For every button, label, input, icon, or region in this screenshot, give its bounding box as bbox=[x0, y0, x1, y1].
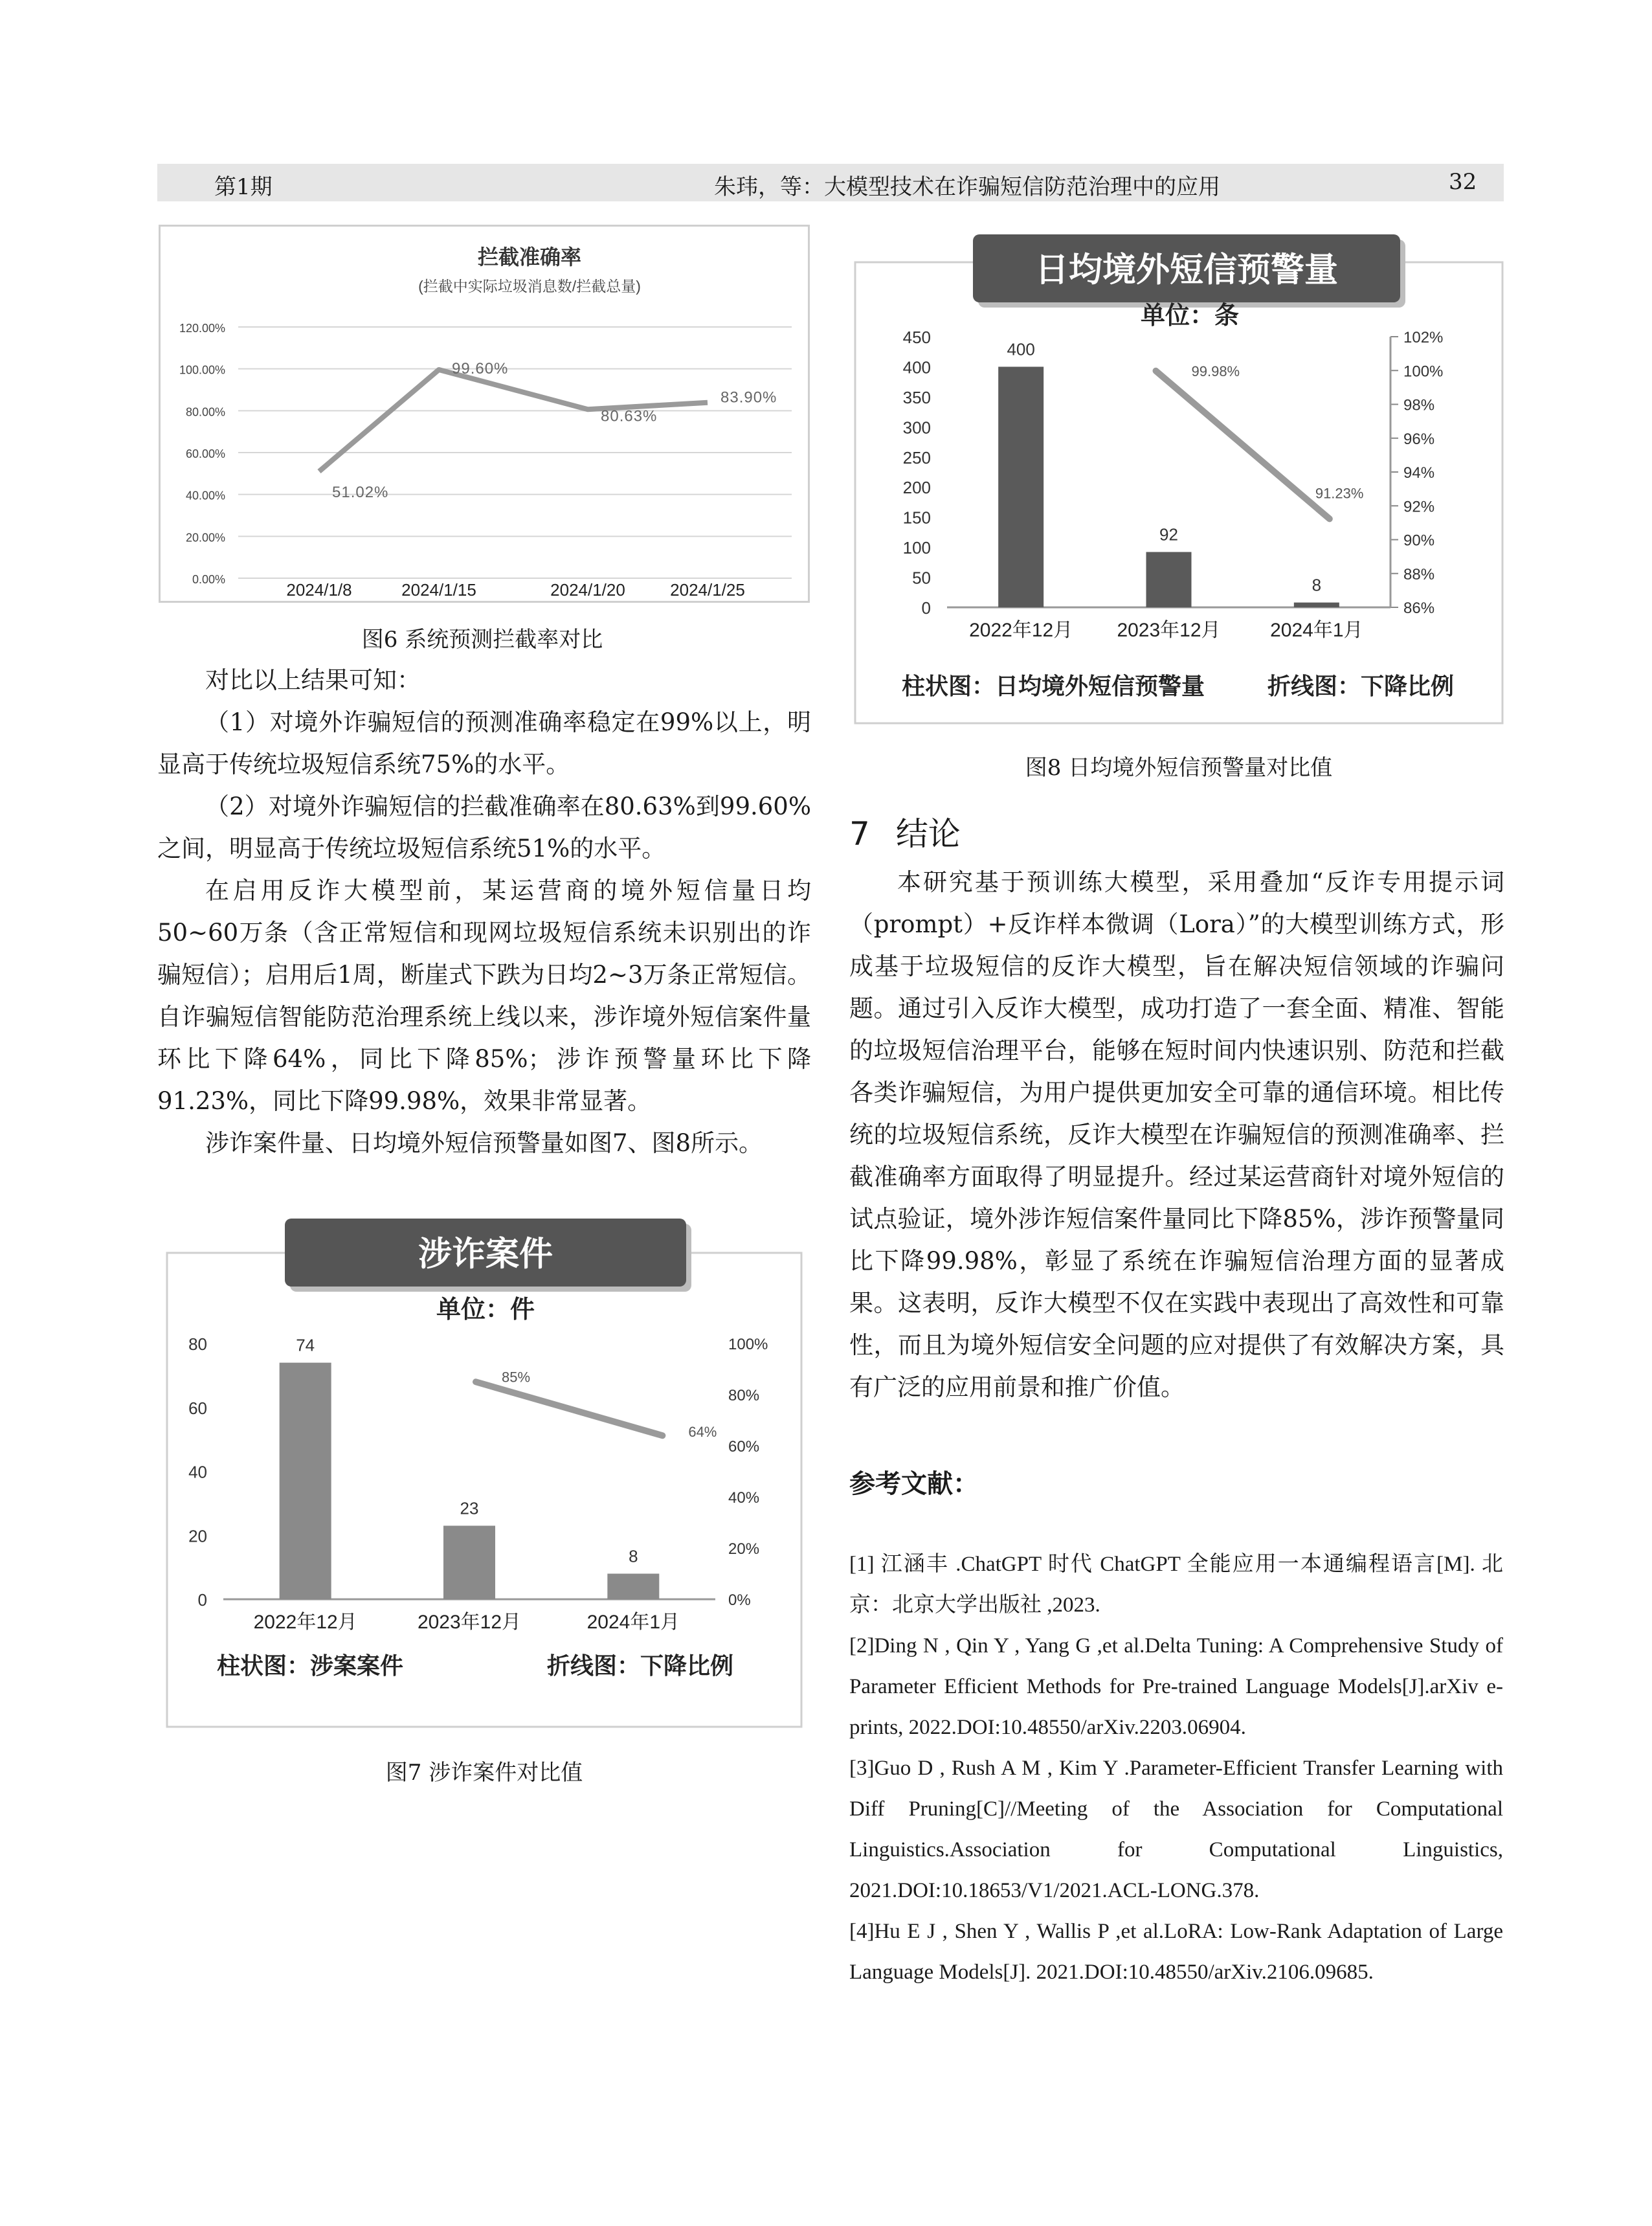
x-tick-label: 2023年12月 bbox=[1117, 620, 1221, 641]
y-tick-label: 40.00% bbox=[185, 489, 225, 502]
y-tick-label: 100 bbox=[902, 538, 931, 558]
bar-value-label: 400 bbox=[1007, 339, 1035, 359]
y2-tick-label: 94% bbox=[1403, 464, 1435, 482]
y-tick-label: 40 bbox=[188, 1462, 207, 1482]
chart-subtitle: 单位：件 bbox=[436, 1296, 535, 1323]
x-tick-label: 2024/1/8 bbox=[286, 580, 352, 600]
y-tick-label: 0.00% bbox=[192, 573, 225, 586]
y-tick-label: 0 bbox=[197, 1590, 207, 1610]
figure-7-caption: 图7 涉诈案件对比值 bbox=[385, 1760, 583, 1786]
running-header bbox=[157, 164, 1504, 201]
y2-tick-label: 40% bbox=[728, 1489, 760, 1507]
line-value-label: 99.98% bbox=[1191, 363, 1240, 379]
data-label: 83.90% bbox=[720, 388, 777, 407]
bar bbox=[607, 1574, 659, 1600]
section-number: 7 bbox=[849, 815, 870, 853]
paragraph: 在启用反诈大模型前，某运营商的境外短信量日均50~60万条（含正常短信和现网垃圾短信系统未识别出的诈骗短信）；启用后1周，断崖式下跌为日均2~3万条正常短信。自诈骗短信智能防范治理系统上线以来，涉诈境外短信案件量环比下降64%，同比下降85%；涉诈预警量环比下降91.23%，同比下降99.98%，效果非常显著。 bbox=[157, 877, 811, 1115]
legend-bar: 柱状图：日均境外短信预警量 bbox=[902, 673, 1205, 699]
figure-6-caption: 图6 系统预测拦截率对比 bbox=[361, 627, 603, 653]
reference-item: [3]Guo D , Rush A M , Kim Y .Parameter-Efficient Transfer Learning with Diff Pruning[C]//Meeting of the Association for Computational Linguistics.Association for Computational Linguistics, 2021.DOI:10.18653/V1/2021.ACL-LONG.378. bbox=[849, 1757, 1503, 1902]
y-tick-label: 100.00% bbox=[179, 363, 225, 377]
y-tick-label: 250 bbox=[902, 447, 931, 467]
bar-value-label: 23 bbox=[460, 1498, 479, 1518]
fig6-subtitle: (拦截中实际垃圾消息数/拦截总量) bbox=[418, 278, 641, 295]
y2-tick-label: 80% bbox=[728, 1387, 760, 1404]
y2-tick-label: 90% bbox=[1403, 532, 1435, 550]
y-tick-label: 120.00% bbox=[179, 322, 225, 335]
x-tick-label: 2024年1月 bbox=[586, 1612, 680, 1633]
reference-item: [1] 江涵丰 .ChatGPT 时代 ChatGPT 全能应用一本通编程语言[M]. 北京：北京大学出版社 ,2023. bbox=[849, 1553, 1503, 1617]
y-tick-label: 150 bbox=[902, 508, 931, 528]
figure-8-chart bbox=[853, 233, 1504, 725]
issue-number: 第1期 bbox=[214, 174, 273, 200]
x-tick-label: 2022年12月 bbox=[969, 620, 1073, 641]
bar bbox=[443, 1525, 495, 1599]
x-tick-label: 2023年12月 bbox=[417, 1612, 522, 1633]
bar-value-label: 92 bbox=[1159, 524, 1178, 545]
chart-title: 日均境外短信预警量 bbox=[1034, 251, 1339, 289]
data-label: 99.60% bbox=[452, 359, 509, 377]
y-tick-label: 0 bbox=[921, 598, 931, 618]
paragraph: 本研究基于预训练大模型，采用叠加“反诈专用提示词（prompt）+反诈样本微调（Lora）”的大模型训练方式，形成基于垃圾短信的反诈大模型，旨在解决短信领域的诈骗问题。通过引入反诈大模型，成功打造了一套全面、精准、智能的垃圾短信治理平台，能够在短时间内快速识别、防范和拦截各类诈骗短信，为用户提供更加安全可靠的通信环境。相比传统的垃圾短信系统，反诈大模型在诈骗短信的预测准确率、拦截准确率方面取得了明显提升。经过某运营商针对境外短信的试点验证，境外涉诈短信案件量同比下降85%，涉诈预警量同比下降99.98%，彰显了系统在诈骗短信治理方面的显著成果。这表明，反诈大模型不仅在实践中表现出了高效性和可靠性，而且为境外短信安全问题的应对提供了有效解决方案，具有广泛的应用前景和推广价值。 bbox=[849, 868, 1504, 1401]
right-column-text bbox=[849, 861, 1504, 1408]
bar bbox=[1146, 552, 1192, 607]
y2-tick-label: 60% bbox=[728, 1438, 760, 1456]
y2-tick-label: 86% bbox=[1403, 600, 1435, 617]
y2-tick-label: 92% bbox=[1403, 498, 1435, 516]
data-label: 51.02% bbox=[332, 484, 389, 502]
bar-value-label: 74 bbox=[296, 1335, 315, 1355]
y2-tick-label: 102% bbox=[1403, 329, 1444, 346]
y-tick-label: 200 bbox=[902, 478, 931, 498]
line-value-label: 91.23% bbox=[1315, 485, 1364, 502]
figure-7-chart bbox=[165, 1217, 803, 1729]
chart-title: 涉诈案件 bbox=[418, 1235, 553, 1274]
y-tick-label: 20.00% bbox=[185, 531, 225, 545]
y-tick-label: 80.00% bbox=[185, 405, 225, 419]
paragraph: 对比以上结果可知： bbox=[205, 666, 421, 694]
y-tick-label: 20 bbox=[188, 1526, 207, 1546]
chart-subtitle: 单位：条 bbox=[1140, 302, 1240, 330]
x-tick-label: 2024年1月 bbox=[1270, 620, 1363, 641]
bar-value-label: 8 bbox=[629, 1546, 638, 1566]
figure-6-chart bbox=[159, 225, 810, 603]
legend-line: 折线图：下降比例 bbox=[1267, 673, 1455, 699]
legend-line: 折线图：下降比例 bbox=[547, 1652, 734, 1679]
data-label: 80.63% bbox=[601, 407, 658, 425]
left-column-text bbox=[157, 659, 811, 1164]
fig7-svg bbox=[165, 1217, 803, 1729]
y-tick-label: 50 bbox=[912, 568, 931, 588]
paragraph: （1）对境外诈骗短信的预测准确率稳定在99%以上，明显高于传统垃圾短信系统75%的水平。 bbox=[157, 708, 811, 778]
y2-tick-label: 96% bbox=[1403, 430, 1435, 448]
reference-item: [4]Hu E J , Shen Y , Wallis P ,et al.LoRA: Low-Rank Adaptation of Large Language Models[J]. 2021.DOI:10.48550/arXiv.2106.09685. bbox=[849, 1920, 1503, 1984]
bar bbox=[280, 1363, 331, 1599]
figure-8-caption: 图8 日均境外短信预警量对比值 bbox=[1025, 755, 1333, 781]
x-tick-label: 2024/1/20 bbox=[550, 580, 625, 600]
y2-tick-label: 100% bbox=[1403, 363, 1444, 381]
bar bbox=[998, 366, 1044, 607]
bar bbox=[1294, 603, 1339, 607]
fig8-svg bbox=[853, 233, 1504, 725]
y-tick-label: 300 bbox=[902, 418, 931, 438]
x-tick-label: 2024/1/25 bbox=[670, 580, 745, 600]
paragraph: （2）对境外诈骗短信的拦截准确率在80.63%到99.60%之间，明显高于传统垃圾短信系统51%的水平。 bbox=[157, 793, 811, 862]
y-tick-label: 400 bbox=[902, 357, 931, 377]
y-tick-label: 80 bbox=[188, 1334, 207, 1354]
y2-tick-label: 100% bbox=[728, 1336, 768, 1353]
y2-tick-label: 98% bbox=[1403, 396, 1435, 414]
bar-value-label: 8 bbox=[1312, 575, 1322, 595]
running-title: 朱玮，等：大模型技术在诈骗短信防范治理中的应用 bbox=[714, 174, 1220, 200]
section-title: 结论 bbox=[895, 815, 961, 853]
fig6-title: 拦截准确率 bbox=[477, 245, 582, 269]
y2-tick-label: 88% bbox=[1403, 565, 1435, 583]
section-heading bbox=[849, 808, 961, 855]
page-number: 32 bbox=[1449, 169, 1477, 195]
paragraph: 涉诈案件量、日均境外短信预警量如图7、图8所示。 bbox=[205, 1129, 763, 1157]
references-list bbox=[849, 1544, 1503, 1993]
x-tick-label: 2024/1/15 bbox=[401, 580, 476, 600]
line-value-label: 85% bbox=[502, 1369, 531, 1386]
legend-bar: 柱状图：涉案案件 bbox=[217, 1652, 404, 1679]
reference-item: [2]Ding N , Qin Y , Yang G ,et al.Delta Tuning: A Comprehensive Study of Parameter Efficient Methods for Pre-trained Language Models[J].arXiv e-prints, 2022.DOI:10.48550/arXiv.2203.06904. bbox=[849, 1634, 1503, 1739]
y2-tick-label: 20% bbox=[728, 1540, 760, 1558]
line-value-label: 64% bbox=[688, 1424, 717, 1441]
x-tick-label: 2022年12月 bbox=[253, 1612, 357, 1633]
y-tick-label: 350 bbox=[902, 387, 931, 407]
y-tick-label: 60 bbox=[188, 1398, 207, 1418]
y-tick-label: 450 bbox=[902, 328, 931, 347]
y-tick-label: 60.00% bbox=[185, 447, 225, 460]
references-heading: 参考文献： bbox=[849, 1469, 979, 1499]
fig6-svg bbox=[161, 227, 808, 601]
y2-tick-label: 0% bbox=[728, 1591, 751, 1609]
